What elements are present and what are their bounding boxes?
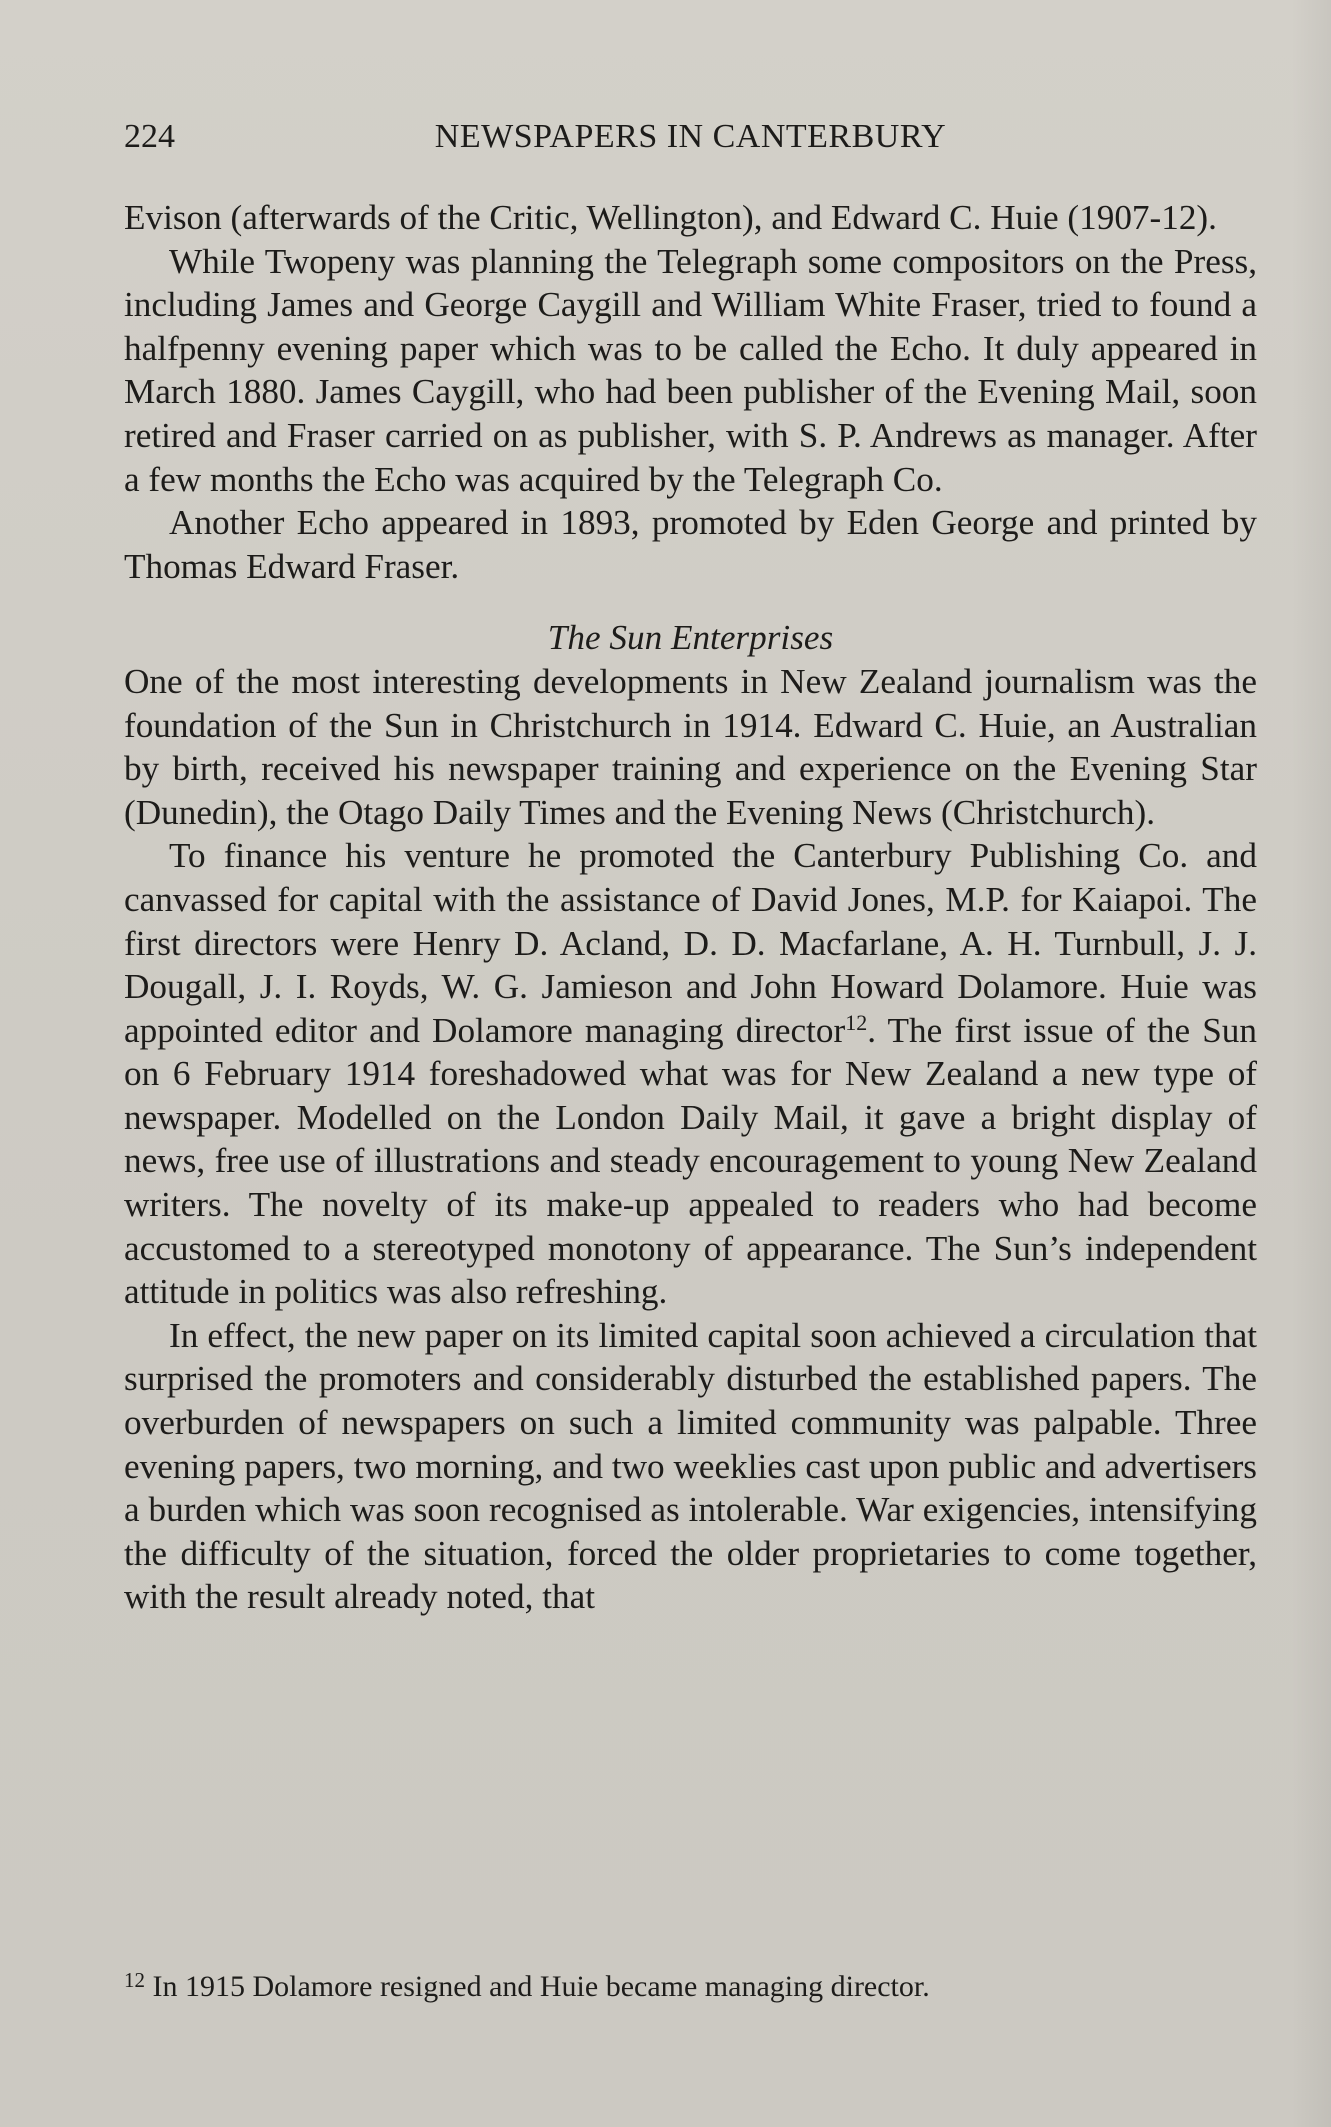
- page-header: [124, 118, 1257, 168]
- paragraph-another-echo: Another Echo appeared in 1893, promoted by Eden George and printed by Thomas Edward Fraser.: [124, 503, 1257, 586]
- paragraph-sun-finance: [124, 834, 1257, 1314]
- paragraph-sun-finance-part1: To finance his venture he promoted the Canterbury Publishing Co. and canvassed for capital with the assistance of David Jones, M.P. for Kaiapoi. The first directors were Henry D. Acland, D. D. Macfarlane, A. H. Turnbull, J. J. Dougall, J. I. Royds, W. G. Jamieson and John Howard Dolamore. Huie was appointed editor and Dolamore managing director: [124, 836, 1257, 1050]
- footnote-reference: 12: [845, 1009, 868, 1035]
- running-title: NEWSPAPERS IN CANTERBURY: [434, 118, 947, 155]
- section-heading: The Sun Enterprises: [547, 618, 834, 658]
- paragraph-evison: Evison (afterwards of the Critic, Wellington), and Edward C. Huie (1907-12).: [124, 198, 1217, 237]
- paragraph-echo-founding: While Twopeny was planning the Telegraph some compositors on the Press, including James and George Caygill and William White Fraser, tried to found a halfpenny evening paper which was to be called the Echo. It duly appeared in March 1880. James Caygill, who had been publisher of the Evening Mail, soon retired and Fraser carried on as publisher, with S. P. Andrews as manager. After a few months the Echo was acquired by the Telegraph Co.: [124, 241, 1257, 499]
- paragraph-circulation: In effect, the new paper on its limited capital soon achieved a circulation that surprised the promoters and considerably disturbed the established papers. The overburden of newspapers on such a limited community was palpable. Three evening papers, two morning, and two weeklies cast upon public and advertisers a burden which was soon recognised as intolerable. War exigencies, intensifying the difficulty of the situation, forced the older proprietaries to come together, with the result already noted, that: [124, 1315, 1257, 1617]
- paragraph-sun-finance-part2: . The first issue of the Sun on 6 February 1914 foreshadowed what was for New Zealand a new type of newspaper. Modelled on the London Daily Mail, it gave a bright display of news, free use of illustrations and steady encouragement to young New Zealand writers. The novelty of its make-up appealed to readers who had become accustomed to a stereotyped monotony of appearance. The Sun’s independent attitude in politics was also refreshing.: [124, 1010, 1257, 1312]
- footnote-marker: 12: [124, 1968, 145, 1992]
- footnote-text: In 1915 Dolamore resigned and Huie became managing director.: [152, 1970, 930, 2003]
- page-edge-shadow: [1291, 0, 1331, 2127]
- footnote: [124, 1969, 1257, 2005]
- paragraph-sun-foundation: One of the most interesting developments in New Zealand journalism was the foundation of the Sun in Christchurch in 1914. Edward C. Huie, an Australian by birth, received his newspaper training and experience on the Evening Star (Dunedin), the Otago Daily Times and the Evening News (Christchurch).: [124, 661, 1257, 832]
- body-text: [124, 196, 1257, 1619]
- page-number: 224: [124, 118, 175, 155]
